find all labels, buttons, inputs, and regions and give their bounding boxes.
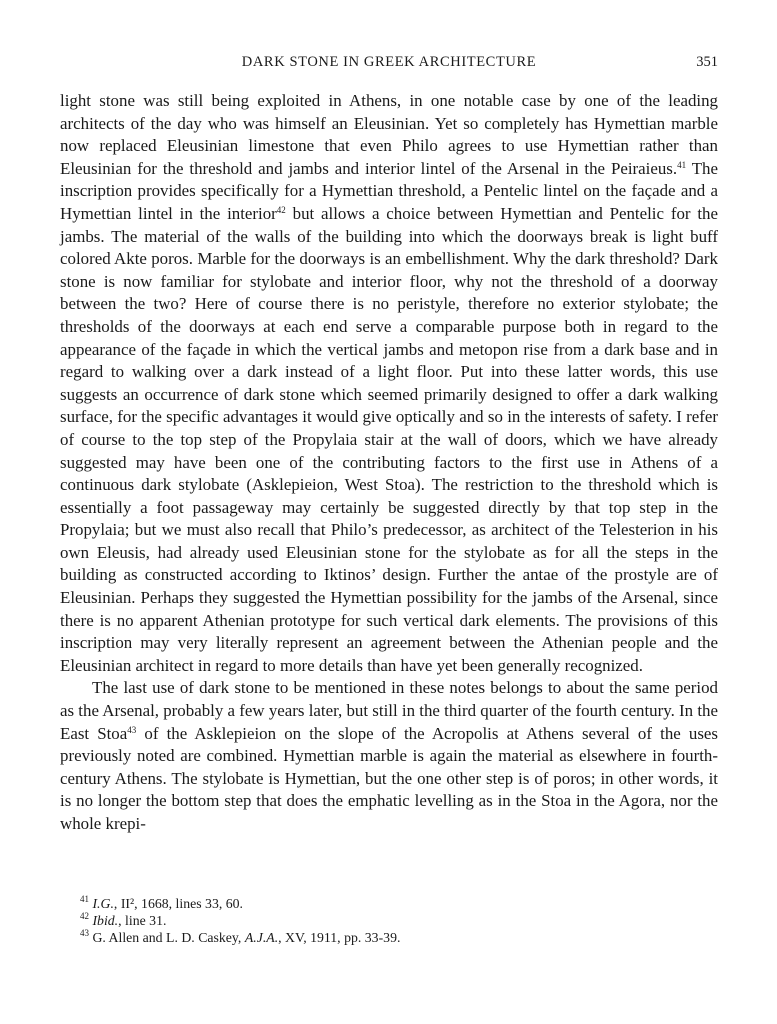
paragraph-1-text-a: light stone was still being exploited in Athens, in one notable case by one of the leading architects of the day who was himself an Eleusinian. Yet so completely has Hymettian marble now replaced Eleusinian limestone that even Philo agrees to use Hymettian rather than Eleusinian for the threshold and jambs and interior lintel of the Arsenal in the Peiraieus. <box>60 91 718 178</box>
paragraph-1 <box>60 90 718 677</box>
footnote-ref-41: 41 <box>677 159 687 170</box>
footnotes <box>80 895 680 946</box>
footnote-42 <box>80 912 680 929</box>
body-text <box>60 90 718 836</box>
page-number: 351 <box>696 54 718 70</box>
paragraph-1-text-b: The inscription provides specifically for a Hymettian threshold, a Pentelic lintel on the façade and a Hymettian lintel in the interior <box>60 158 718 223</box>
paragraph-2-text-b: of the Asklepieion on the slope of the Acropolis at Athens several of the uses previously noted are combined. Hymettian marble is again the material as elsewhere in fourth-century Athens. The stylobate is Hymettian, but the one other step is of poros; in other words, it is no longer the bottom step that does the emphatic levelling as in the Stoa in the Agora, nor the whole krepi- <box>60 723 718 833</box>
footnote-detail: , line 31. <box>118 913 167 928</box>
running-header <box>60 50 718 74</box>
footnote-source: Ibid. <box>92 913 119 928</box>
running-title: DARK STONE IN GREEK ARCHITECTURE <box>241 54 537 70</box>
footnote-source: I.G. <box>92 896 114 911</box>
footnote-ref-43: 43 <box>127 724 137 735</box>
footnote-authors: G. Allen and L. D. Caskey, <box>89 930 245 945</box>
footnote-number: 42 <box>80 911 89 921</box>
footnote-ref-42: 42 <box>276 204 286 215</box>
footnote-source: A.J.A. <box>244 930 279 945</box>
footnote-detail: , XV, 1911, pp. 33-39. <box>278 930 401 945</box>
footnote-number: 43 <box>80 928 89 938</box>
footnote-number: 41 <box>80 894 89 904</box>
page <box>60 50 718 836</box>
footnote-41 <box>80 895 680 912</box>
footnote-43 <box>80 929 680 946</box>
paragraph-2 <box>60 677 718 835</box>
footnote-detail: , II², 1668, lines 33, 60. <box>113 896 243 911</box>
paragraph-1-text-c: but allows a choice between Hymettian and Pentelic for the jambs. The material of the walls of the building into which the doorways break is light buff colored Akte poros. Marble for the doorways is an embellishment. Why the dark threshold? Dark stone is now familiar for stylobate and interior floor, why not the threshold of a doorway between the two? Here of course there is no peristyle, therefore no exterior stylobate; the thresholds of the doorways at each end serve a comparable purpose both in regard to the appearance of the façade in which the vertical jambs and metopon rise from a dark base and in regard to walking over a dark instead of a light floor. Put into these latter words, this use suggests an occurrence of dark stone which seemed primarily designed to offer a dark walking surface, for the specific advantages it would give optically and so in the interests of safety. I refer of course to the top step of the Propylaia stair at the wall of doors, which we have already suggested may have been one of the contributing factors to the first use in Athens of a continuous dark stylobate (Asklepieion, West Stoa). The restriction to the threshold which is essentially a foot passageway may certainly be suggested directly by that top step in the Propylaia; but we must also recall that Philo’s predecessor, as architect of the Telesterion in his own Eleusis, had already used Eleusinian stone for the stylobate as for all the steps in the building as constructed according to Iktinos’ design. Further the antae of the prostyle are of Eleusinian. Perhaps they suggested the Hymettian possibility for the jambs of the Arsenal, since there is no apparent Athenian prototype for such vertical dark elements. The provisions of this inscription may very literally represent an agreement between the Athenian people and the Eleusinian architect in regard to more details than have yet been generally recognized. <box>60 203 718 675</box>
paragraph-2-text-a: The last use of dark stone to be mentioned in these notes belongs to about the same period as the Arsenal, probably a few years later, but still in the third quarter of the fourth century. In the East Stoa <box>60 678 718 743</box>
